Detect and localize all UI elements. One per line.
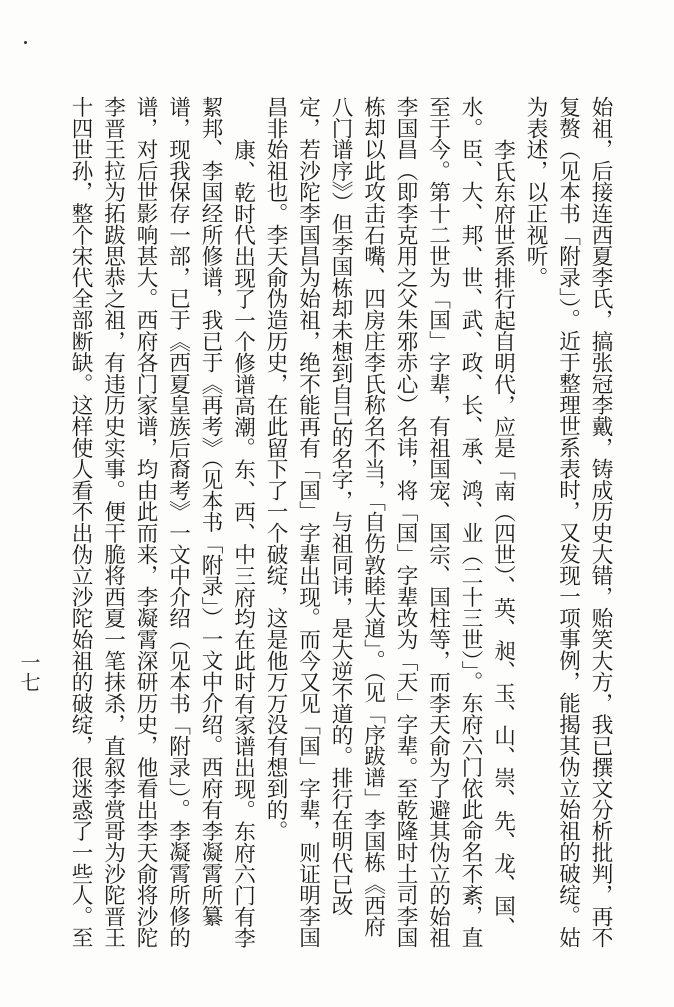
- body-text: [68, 96, 616, 958]
- page-number: 一七: [17, 652, 41, 692]
- paragraph-2: 李氏东府世系排行起自明代，应是「南（四世）、英、昶、玉、山、崇、先、龙、国、水。臣、大、邦、世、武、政、长、承、鸿、业（二十三世）」。东府六门依此命名不紊，直至于今。第十二世为「国」字辈，有祖国宠、国宗、国柱等，而李天俞为了避其伪立的始祖李国昌（即李克用之父朱邪赤心）名讳，将「国」字辈改为「天」字辈。至乾隆时土司李国栋却以此攻击石嘴、四房庄李氏称名不当，「自伤敦睦大道」。（见「序跋谱」李国栋《西府八门谱序》）但李国栋却未想到自己的名字，与祖同讳，是大逆不道的。排行在明代已改定，若沙陀李国昌为始祖，绝不能再有「国」字辈出现。而今又见「国」字辈，则证明李国昌非始祖也。李天俞伪造历史，在此留下了一个破绽，这是他万万没有想到的。: [263, 96, 516, 949]
- paragraph-3: 康、乾时代出现了一个修谱高潮。东、西、中三府均在此时有家谱出现。东府六门有李絜邦、李国经所修谱，我已于《再考》（见本书「附录」）一文中介绍。西府有李凝霄所纂谱，现我保存一部，已于《西夏皇族后裔考》一文中介绍（见本书「附录」）。李凝霄所修的谱，对后世影响甚大。西府各门家谱，均由此而来，李凝霄深研历史，他看出李天俞将沙陀李晋王拉为拓跋思恭之祖，有违历史实事。便干脆将西夏一笔抹杀，直叙李赏哥为沙陀晋王十四世孙，整个宋代全部断缺。这样使人看不出伪立沙陀始祖的破绽，很迷惑了一些人。至: [68, 96, 256, 949]
- print-speck: [24, 41, 27, 44]
- paragraph-1: 始祖，后接连西夏李氏，搞张冠李戴，铸成历史大错，贻笑大方，我已撰文分析批判，再不复赘（见本书「附录」）。近于整理世系表时，又发现一项事例，能揭其伪立始祖的破绽。姑为表述，以正视听。: [523, 96, 613, 949]
